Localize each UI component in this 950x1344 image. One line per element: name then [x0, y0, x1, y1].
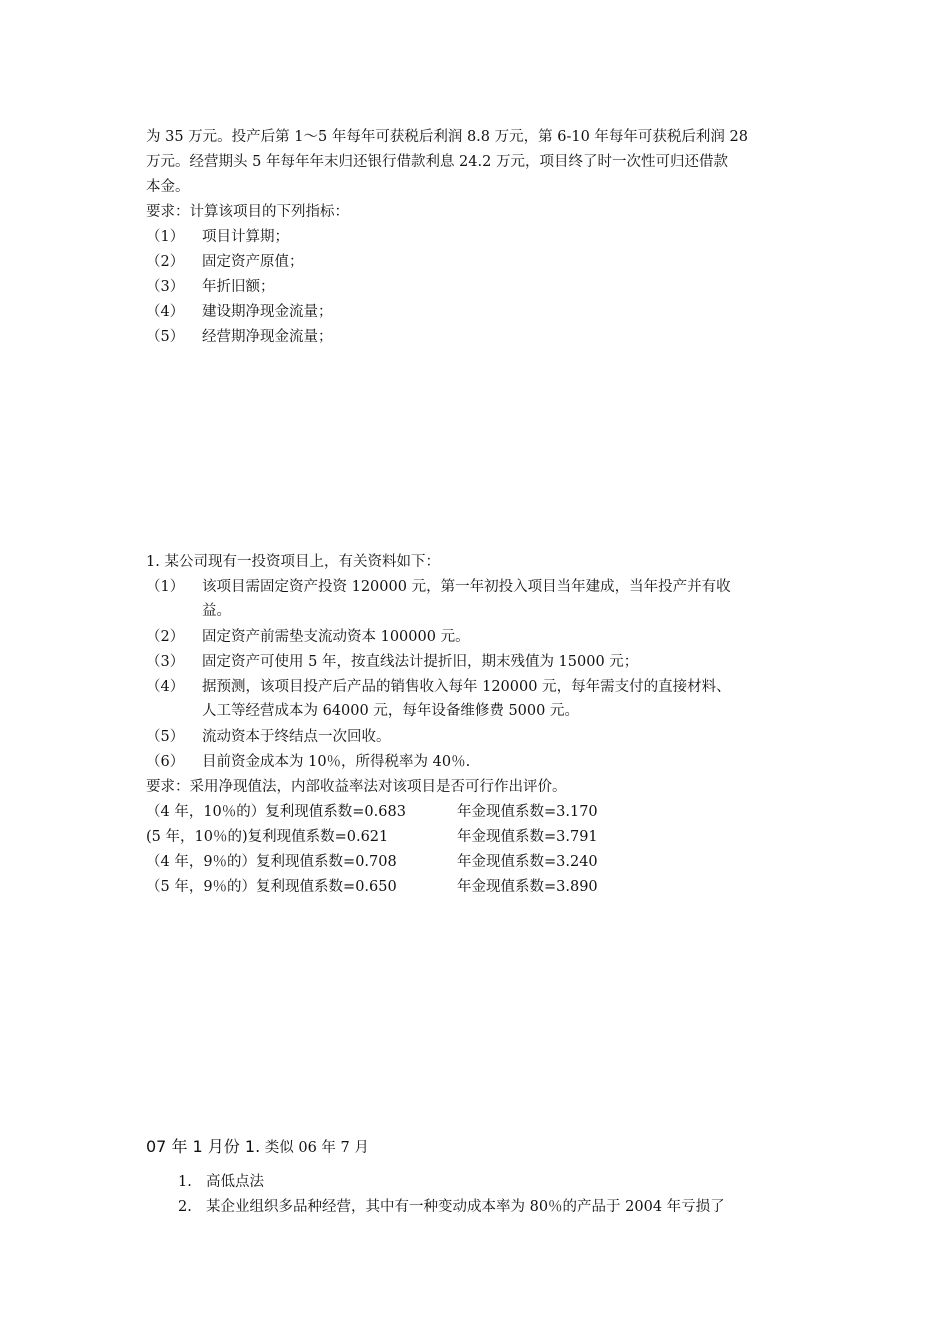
heading-main: 07 年 1 月份 1.	[146, 1137, 261, 1156]
item-text: 年折旧额；	[202, 279, 275, 295]
item-number: （1）	[146, 579, 185, 595]
item-text: 据预测，该项目投产后产品的销售收入每年 120000 元，每年需支付的直接材料、	[202, 679, 731, 695]
requirement-line: 要求：计算该项目的下列指标：	[146, 204, 349, 220]
item-text: 项目计算期；	[202, 229, 289, 245]
item-text-continued: 益。	[202, 603, 231, 619]
coefficient-right: 年金现值系数=3.890	[457, 879, 598, 895]
section-heading	[146, 1136, 369, 1159]
question-intro: 1. 某公司现有一投资项目上，有关资料如下：	[146, 554, 440, 570]
coefficient-right: 年金现值系数=3.170	[457, 804, 598, 820]
item-number: （5）	[146, 729, 185, 745]
item-number: （4）	[146, 304, 185, 320]
coefficient-left: （4 年，10％的）复利现值系数=0.683	[146, 804, 406, 820]
item-text: 固定资产可使用 5 年，按直线法计提折旧，期末残值为 15000 元；	[202, 654, 639, 670]
item-number: （3）	[146, 654, 185, 670]
list-item	[0, 577, 950, 622]
item-number: 2.	[178, 1199, 192, 1215]
item-text: 该项目需固定资产投资 120000 元，第一年初投入项目当年建成，当年投产并有收	[202, 579, 731, 595]
item-text: 流动资本于终结点一次回收。	[202, 729, 391, 745]
coefficient-left: （4 年，9％的）复利现值系数=0.708	[146, 854, 397, 870]
coefficient-left: （5 年，9％的）复利现值系数=0.650	[146, 879, 397, 895]
item-number: （2）	[146, 254, 185, 270]
item-text: 目前资金成本为 10％，所得税率为 40％.	[202, 754, 471, 770]
item-number: （2）	[146, 629, 185, 645]
item-number: 1.	[178, 1174, 192, 1190]
item-text: 固定资产原值；	[202, 254, 304, 270]
item-text: 某企业组织多品种经营，其中有一种变动成本率为 80％的产品于 2004 年亏损了	[206, 1199, 725, 1215]
paragraph-line: 万元。经营期头 5 年每年年末归还银行借款利息 24.2 万元，项目终了时一次性可归还借款	[146, 154, 728, 170]
paragraph-line: 本金。	[146, 179, 190, 195]
item-text: 固定资产前需垫支流动资本 100000 元。	[202, 629, 470, 645]
item-number: （5）	[146, 329, 185, 345]
list-item	[0, 677, 950, 722]
item-number: （6）	[146, 754, 185, 770]
heading-note: 类似 06 年 7 月	[260, 1140, 369, 1156]
coefficient-right: 年金现值系数=3.791	[457, 829, 598, 845]
item-text: 高低点法	[206, 1174, 264, 1190]
coefficient-left: (5 年，10％的)复利现值系数=0.621	[146, 829, 389, 845]
item-number: （4）	[146, 679, 185, 695]
paragraph-line: 为 35 万元。投产后第 1～5 年每年可获税后利润 8.8 万元，第 6-10 年每年可获税后利润 28	[146, 129, 748, 145]
item-number: （3）	[146, 279, 185, 295]
item-text: 经营期净现金流量；	[202, 329, 333, 345]
coefficient-right: 年金现值系数=3.240	[457, 854, 598, 870]
item-text-continued: 人工等经营成本为 64000 元，每年设备维修费 5000 元。	[202, 703, 579, 719]
requirement-line: 要求：采用净现值法，内部收益率法对该项目是否可行作出评价。	[146, 779, 567, 795]
item-number: （1）	[146, 229, 185, 245]
item-text: 建设期净现金流量；	[202, 304, 333, 320]
